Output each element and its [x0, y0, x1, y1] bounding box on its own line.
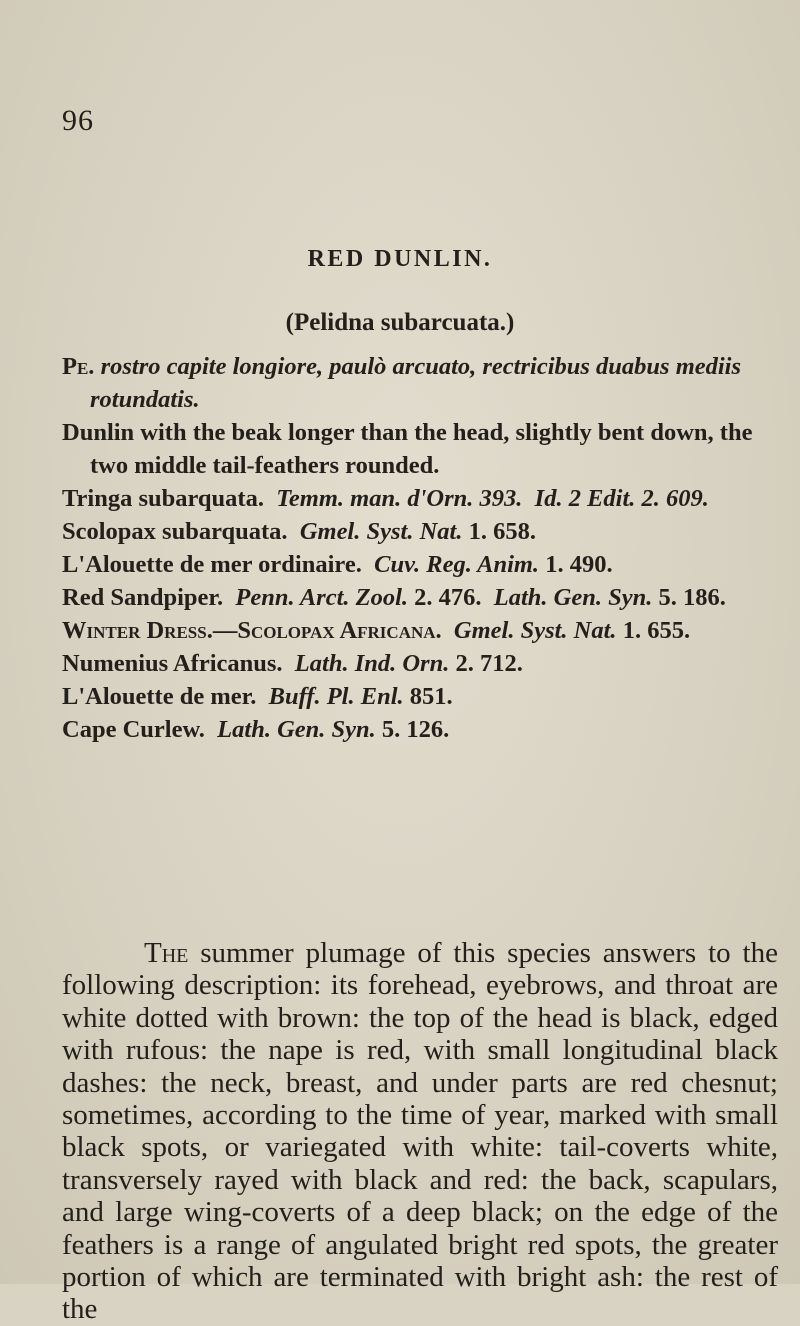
description-paragraph — [62, 937, 778, 1326]
synonym-reference: Cuv. Reg. Anim. — [374, 551, 540, 578]
synonym-page: 1. 658. — [468, 518, 536, 545]
synonym-page-second: 5. 186. — [658, 584, 726, 611]
synonym-name: Winter Dress.—Scolopax Africana. — [62, 617, 442, 644]
synonym-reference: Lath. Ind. Orn. — [294, 650, 450, 677]
synonym-reference: Temm. man. d'Orn. 393. — [276, 485, 523, 512]
page-number: 96 — [62, 104, 94, 137]
synonym-page: 1. 655. — [622, 617, 691, 644]
synonym-name: Numenius Africanus. — [62, 650, 283, 677]
dropcap-word: The — [144, 937, 189, 969]
description-text — [62, 937, 778, 1326]
synonymy-entry — [62, 482, 782, 515]
synonymy-list — [62, 350, 782, 746]
synonym-reference: Penn. Arct. Zool. — [235, 584, 409, 611]
synonym-page: 5. 126. — [381, 716, 450, 743]
synonym-page: 1. 490. — [545, 551, 613, 578]
synonym-name: L'Alouette de mer. — [62, 683, 257, 710]
synonymy-entry — [62, 515, 782, 548]
synonym-reference: Buff. Pl. Enl. — [268, 683, 404, 710]
synonymy-entry — [62, 548, 782, 581]
synonymy-entry — [62, 350, 782, 416]
synonym-page: 2. 476. — [414, 584, 482, 611]
latin-abbrev: Pe. — [62, 353, 95, 380]
synonym-reference: Gmel. Syst. Nat. — [453, 617, 617, 644]
latin-diagnosis: rostro capite longiore, paulò arcuato, rectricibus duabus mediis rotundatis. — [90, 353, 742, 413]
synonym-name: Red Sandpiper. — [62, 584, 224, 611]
synonymy-entry — [62, 416, 782, 482]
synonymy-entry — [62, 713, 782, 746]
synonymy-entry — [62, 614, 782, 647]
synonym-reference: Lath. Gen. Syn. — [217, 716, 376, 743]
synonym-reference-extra: Id. 2 Edit. 2. 609. — [534, 485, 709, 512]
english-diagnosis: Dunlin with the beak longer than the head, slightly bent down, the two middle tail-feathers rounded. — [62, 419, 753, 479]
synonym-page: 2. 712. — [455, 650, 523, 677]
synonym-reference: Gmel. Syst. Nat. — [299, 518, 463, 545]
synonym-page: 851. — [409, 683, 453, 710]
page-title: RED DUNLIN. — [307, 246, 493, 272]
synonym-reference-second: Lath. Gen. Syn. — [493, 584, 653, 611]
synonym-name: L'Alouette de mer ordinaire. — [62, 551, 362, 578]
synonymy-entry — [62, 581, 782, 614]
synonymy-entry — [62, 680, 782, 713]
synonymy-entry — [62, 647, 782, 680]
synonym-name: Cape Curlew. — [62, 716, 205, 743]
page-subtitle: (Pelidna subarcuata.) — [285, 309, 515, 336]
synonym-name: Tringa subarquata. — [62, 485, 264, 512]
synonym-name: Scolopax subarquata. — [62, 518, 288, 545]
description-body: summer plumage of this species answers to the following description: its forehead, eyebrows, and throat are white dotted with brown: the top of the head is black, edged with rufous: the nape is red, with small longitudinal black dashes: the neck, breast, and under parts are red chesnut; sometimes, according to the time of year, marked with small black spots, or variegated with white: tail-coverts white, transversely rayed with black and red: the back, scapulars, and large wing-coverts of a deep black; on the edge of the feathers is a range of angulated bright red spots, the greater portion of which are terminated with bright ash: the rest of the — [62, 937, 778, 1326]
